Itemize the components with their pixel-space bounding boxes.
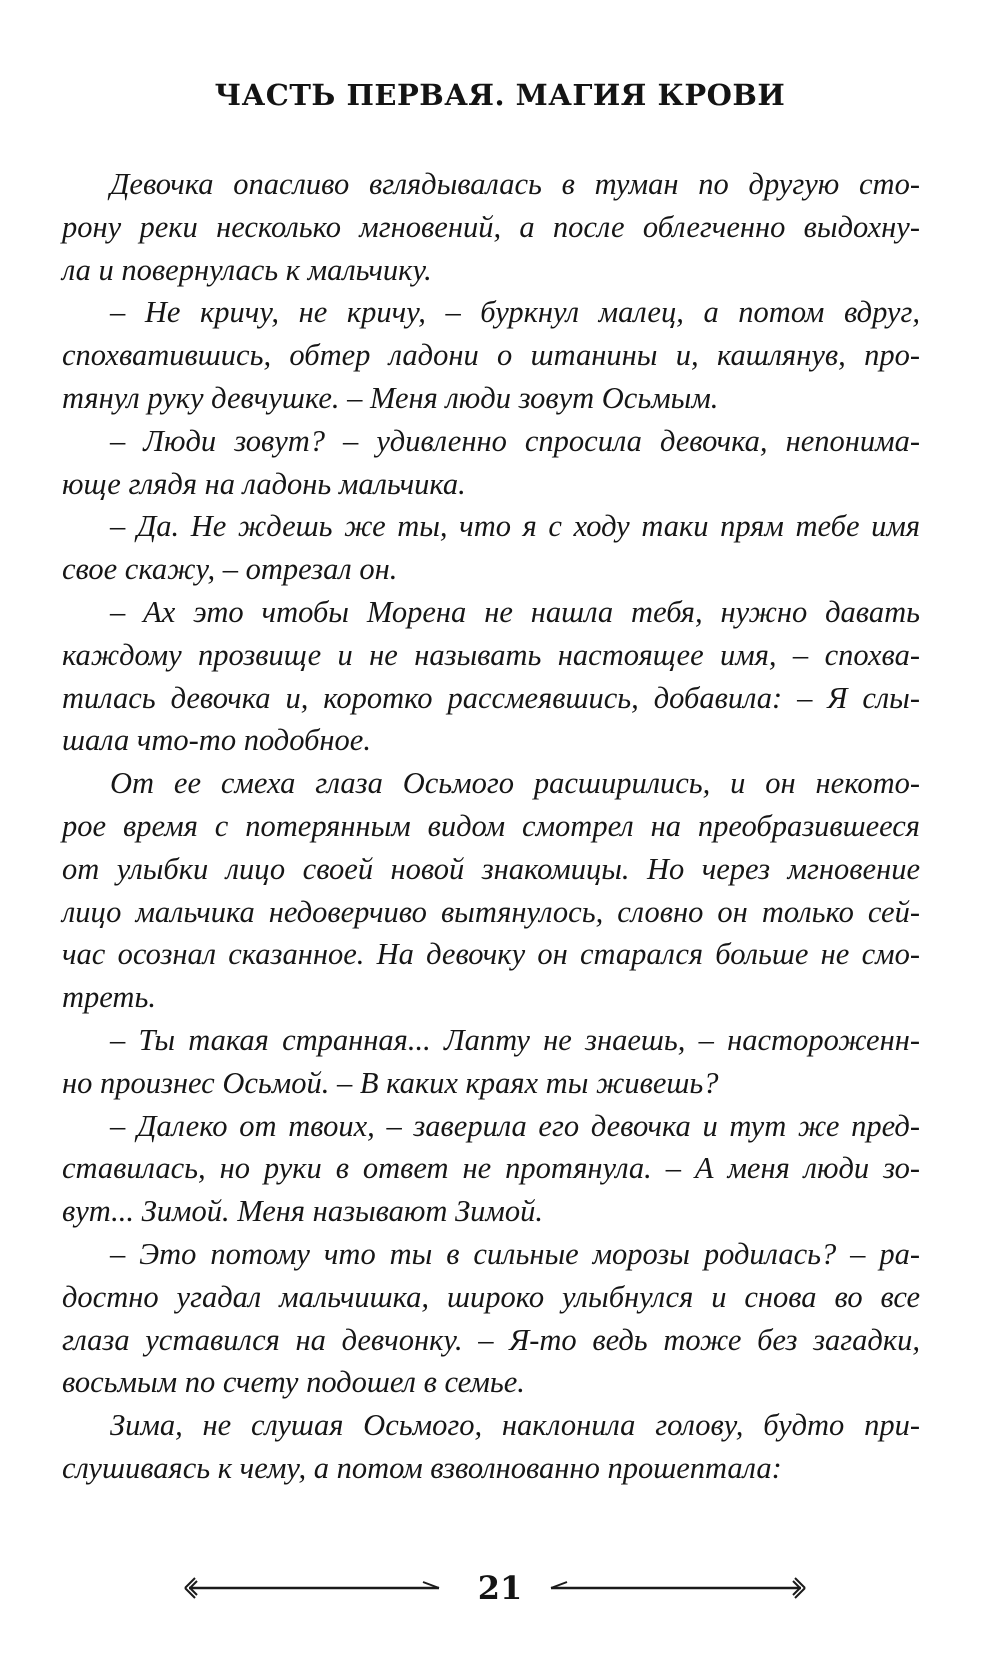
text-line: – Ах это чтобы Морена не нашла тебя, нужно давать xyxy=(110,594,920,629)
text-line: – Люди зовут? – удивленно спросила девочка, непонима- xyxy=(110,423,920,458)
text-line: час осознал сказанное. На девочку он старался больше не смо- xyxy=(62,937,920,972)
text-line: – Да. Не ждешь же ты, что я с ходу таки прям тебе имя xyxy=(110,509,920,544)
text-line: лицо мальчика недоверчиво вытянулось, словно он только сей- xyxy=(62,894,920,929)
text-line: От ее смеха глаза Осьмого расширились, и он некото- xyxy=(110,766,920,801)
text-line: каждому прозвище и не называть настоящее имя, – спохва- xyxy=(62,637,920,672)
paragraph xyxy=(62,1404,920,1490)
text-line: восьмым по счету подошел в семье. xyxy=(62,1365,525,1400)
text-line: – Не кричу, не кричу, – буркнул малец, а потом вдруг, xyxy=(110,295,920,330)
text-line: глаза уставился на девчонку. – Я-то ведь тоже без загадки, xyxy=(62,1322,920,1357)
paragraph xyxy=(62,1233,920,1404)
page-footer xyxy=(0,1568,1000,1608)
text-line: ставилась, но руки в ответ не протянула. – А меня люди зо- xyxy=(62,1151,920,1186)
paragraph xyxy=(62,291,920,419)
text-line: тилась девочка и, коротко рассмеявшись, добавила: – Я слы- xyxy=(62,680,920,715)
text-line: Девочка опасливо вглядывалась в туман по другую сто- xyxy=(110,167,920,201)
text-line: но произнес Осьмой. – В каких краях ты живешь? xyxy=(62,1065,719,1100)
text-line: – Ты такая странная... Лапту не знаешь, – настороженн- xyxy=(110,1022,920,1057)
text-line: тянул руку девчушке. – Меня люди зовут Осьмым. xyxy=(62,380,719,415)
text-line: юще глядя на ладонь мальчика. xyxy=(62,466,466,501)
paragraph xyxy=(62,1019,920,1105)
text-line: треть. xyxy=(62,980,156,1015)
text-line: рону реки несколько мгновений, а после облегченно выдохну- xyxy=(62,209,920,244)
text-line: шала что-то подобное. xyxy=(62,723,371,758)
right-ornament-icon xyxy=(545,1574,807,1602)
text-line: – Далеко от твоих, – заверила его девочка и тут же пред- xyxy=(110,1108,920,1143)
page-number: 21 xyxy=(477,1569,523,1607)
text-line: Зима, не слушая Осьмого, наклонила голову, будто при- xyxy=(110,1408,920,1443)
text-line: достно угадал мальчишка, широко улыбнулся и снова во все xyxy=(62,1279,920,1314)
paragraph xyxy=(62,1105,920,1233)
text-line: свое скажу, – отрезал он. xyxy=(62,552,398,587)
paragraph xyxy=(62,762,920,1019)
text-line: спохватившись, обтер ладони о штанины и, кашлянув, про- xyxy=(62,338,920,373)
text-line: вут... Зимой. Меня называют Зимой. xyxy=(62,1194,544,1229)
paragraph xyxy=(62,420,920,506)
paragraph xyxy=(62,163,920,291)
text-line: – Это потому что ты в сильные морозы родилась? – ра- xyxy=(110,1236,920,1271)
paragraph xyxy=(62,591,920,762)
text-line: ла и повернулась к мальчику. xyxy=(62,252,432,287)
paragraph xyxy=(62,505,920,591)
text-line: рое время с потерянным видом смотрел на преобразившееся xyxy=(62,808,920,843)
running-title: ЧАСТЬ ПЕРВАЯ. МАГИЯ КРОВИ xyxy=(214,78,786,112)
text-line: слушиваясь к чему, а потом взволнованно прошептала: xyxy=(62,1450,782,1485)
text-line: от улыбки лицо своей новой знакомицы. Но через мгновение xyxy=(62,851,920,886)
body-text xyxy=(62,163,920,1490)
